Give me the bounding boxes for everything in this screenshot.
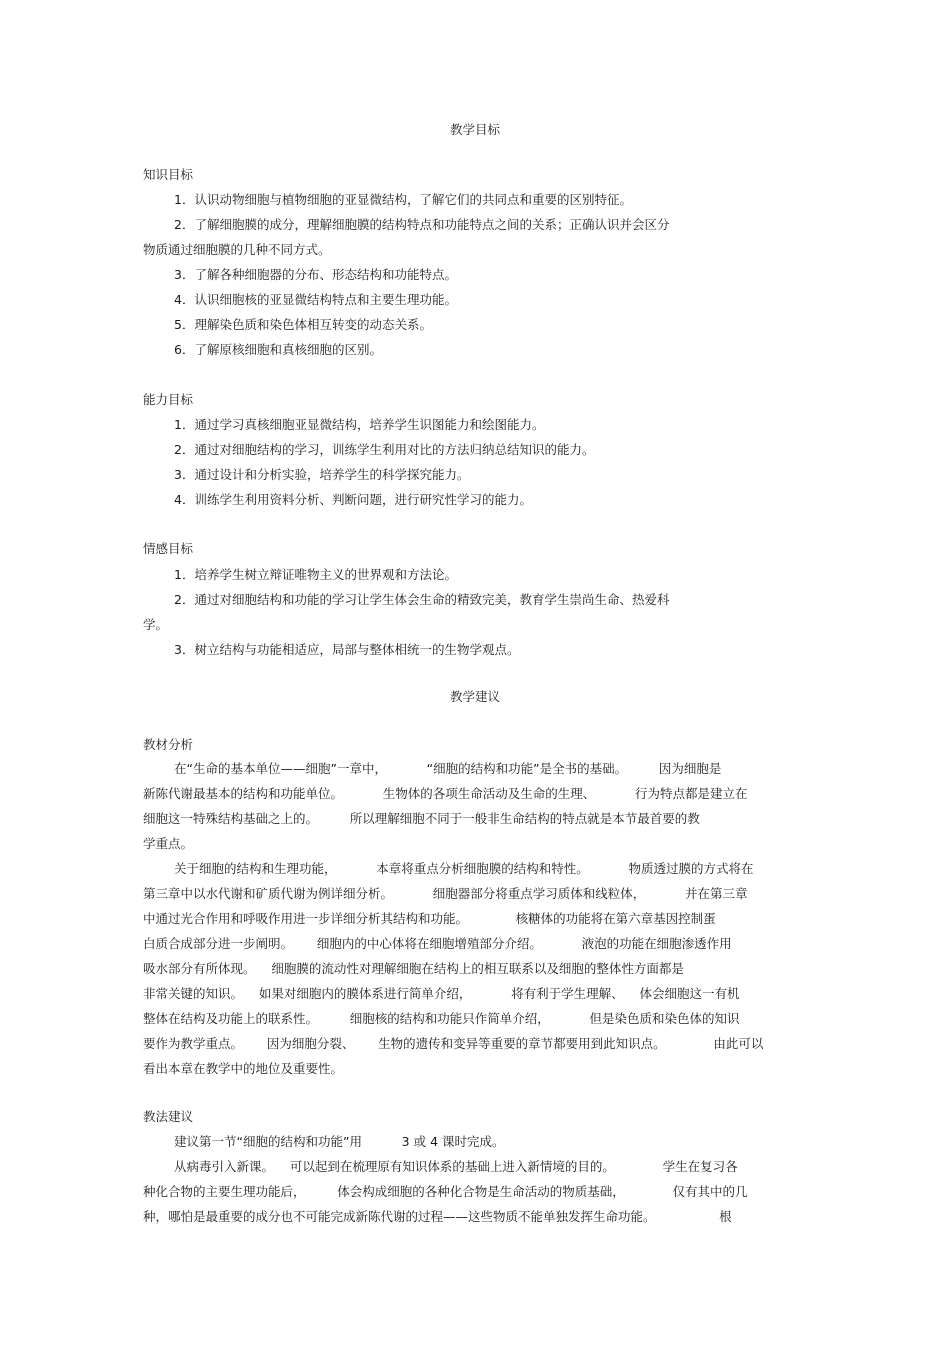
analysis-line: 非常关键的知识。 如果对细胞内的膜体系进行简单介绍， 将有利于学生理解、 体会细胞这一有机 (143, 986, 740, 1001)
analysis-line: 新陈代谢最基本的结构和功能单位。 生物体的各项生命活动及生命的生理、 行为特点都是建立在 (143, 786, 748, 801)
emotion-item: 2．通过对细胞结构和功能的学习让学生体会生命的精致完美，教育学生崇尚生命、热爱科 (174, 592, 670, 607)
emotion-item: 3．树立结构与功能相适应，局部与整体相统一的生物学观点。 (174, 642, 520, 657)
ability-item: 3．通过设计和分析实验，培养学生的科学探究能力。 (174, 467, 470, 482)
analysis-line: 整体在结构及功能上的联系性。 细胞核的结构和功能只作简单介绍， 但是染色质和染色体的知识 (143, 1011, 740, 1026)
analysis-line: 要作为教学重点。 因为细胞分裂、 生物的遗传和变异等重要的章节都要用到此知识点。 由此可以 (143, 1036, 764, 1051)
analysis-line: 白质合成部分进一步阐明。 细胞内的中心体将在细胞增殖部分介绍。 液泡的功能在细胞渗透作用 (143, 936, 732, 951)
knowledge-item: 3．了解各种细胞器的分布、形态结构和功能特点。 (174, 267, 457, 282)
knowledge-item: 5．理解染色质和染色体相互转变的动态关系。 (174, 317, 432, 332)
analysis-line: 细胞这一特殊结构基础之上的。 所以理解细胞不同于一般非生命结构的特点就是本节最首要的教 (143, 811, 700, 826)
knowledge-item: 物质通过细胞膜的几种不同方式。 (143, 242, 331, 257)
heading-material-analysis: 教材分析 (143, 737, 194, 752)
analysis-line: 看出本章在教学中的地位及重要性。 (143, 1061, 344, 1076)
analysis-line: 关于细胞的结构和生理功能， 本章将重点分析细胞膜的结构和特性。 物质透过膜的方式将在 (174, 861, 754, 876)
analysis-line: 学重点。 (143, 836, 194, 851)
analysis-line: 在“生命的基本单位——细胞”一章中， “细胞的结构和功能”是全书的基础。 因为细胞是 (174, 761, 722, 776)
analysis-line: 中通过光合作用和呼吸作用进一步详细分析其结构和功能。 核糖体的功能将在第六章基因控制蛋 (143, 911, 716, 926)
knowledge-item: 1．认识动物细胞与植物细胞的亚显微结构，了解它们的共同点和重要的区别特征。 (174, 192, 632, 207)
ability-item: 1．通过学习真核细胞亚显微结构，培养学生识图能力和绘图能力。 (174, 417, 545, 432)
title-teaching-suggestions: 教学建议 (449, 689, 500, 704)
analysis-line: 吸水部分有所体现。 细胞膜的流动性对理解细胞在结构上的相互联系以及细胞的整体性方面都是 (143, 961, 684, 976)
method-line: 种，哪怕是最重要的成分也不可能完成新陈代谢的过程——这些物质不能单独发挥生命功能。 根 (143, 1209, 732, 1224)
heading-emotion-goals: 情感目标 (143, 541, 194, 556)
emotion-item: 1．培养学生树立辩证唯物主义的世界观和方法论。 (174, 567, 457, 582)
title-teaching-goals: 教学目标 (449, 122, 500, 137)
heading-knowledge-goals: 知识目标 (143, 167, 194, 182)
emotion-item: 学。 (143, 617, 169, 632)
ability-item: 4．训练学生利用资料分析、判断问题，进行研究性学习的能力。 (174, 492, 532, 507)
knowledge-item: 6．了解原核细胞和真核细胞的区别。 (174, 342, 382, 357)
method-line: 建议第一节“细胞的结构和功能”用 3 或 4 课时完成。 (174, 1134, 505, 1149)
method-line: 种化合物的主要生理功能后， 体会构成细胞的各种化合物是生命活动的物质基础， 仅有其中的几 (143, 1184, 748, 1199)
knowledge-item: 4．认识细胞核的亚显微结构特点和主要生理功能。 (174, 292, 457, 307)
knowledge-item: 2．了解细胞膜的成分，理解细胞膜的结构特点和功能特点之间的关系；正确认识并会区分 (174, 217, 670, 232)
analysis-line: 第三章中以水代谢和矿质代谢为例详细分析。 细胞器部分将重点学习质体和线粒体， 并在第三章 (143, 886, 748, 901)
ability-item: 2．通过对细胞结构的学习，训练学生利用对比的方法归纳总结知识的能力。 (174, 442, 595, 457)
method-line: 从病毒引入新课。 可以起到在梳理原有知识体系的基础上进入新情境的目的。 学生在复习各 (174, 1159, 738, 1174)
heading-ability-goals: 能力目标 (143, 392, 194, 407)
heading-method-suggestions: 教法建议 (143, 1109, 194, 1124)
